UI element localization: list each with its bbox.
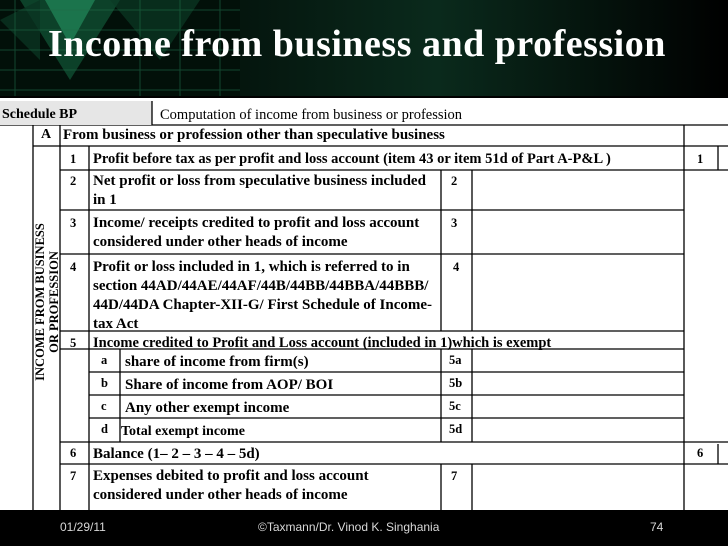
row-number: 4 xyxy=(70,260,77,274)
subrow-letter: d xyxy=(101,422,108,436)
slide-title: Income from business and profession xyxy=(48,23,666,65)
row-number: 1 xyxy=(70,152,77,166)
row-description: Income/ receipts credited to profit and loss account considered under other heads of income xyxy=(93,215,420,250)
row-description: Net profit or loss from speculative business included in 1 xyxy=(93,173,426,208)
subrow-code: 5d xyxy=(449,422,463,436)
row-description: Profit before tax as per profit and loss account (item 43 or item 51d of Part A-P&L ) xyxy=(93,151,611,167)
row-description: Income credited to Profit and Loss account (included in 1)which is exempt xyxy=(93,335,552,351)
slide-header xyxy=(0,0,728,96)
subrow-description: share of income from firm(s) xyxy=(125,354,309,370)
row-code: 6 xyxy=(697,446,704,460)
computation-heading: Computation of income from business or profession xyxy=(160,107,463,123)
section-letter: A xyxy=(41,127,52,142)
subrow-letter: a xyxy=(101,353,108,367)
row-number: 2 xyxy=(70,174,77,188)
row-code: 4 xyxy=(453,260,460,274)
subrow-letter: c xyxy=(101,399,107,413)
subrow-description: Total exempt income xyxy=(121,424,245,439)
schedule-label: Schedule BP xyxy=(2,107,78,122)
footer-page-number: 74 xyxy=(650,520,664,534)
row-number: 6 xyxy=(70,446,77,460)
section-title: From business or profession other than speculative business xyxy=(63,127,445,143)
subrow-code: 5b xyxy=(449,376,463,390)
row-code: 3 xyxy=(451,216,458,230)
row-number: 5 xyxy=(70,336,77,350)
row-code: 1 xyxy=(697,152,704,166)
subrow-code: 5a xyxy=(449,353,462,367)
row-description: Profit or loss included in 1, which is referred to in section 44AD/44AE/44AF/44B/44BB/44BBA/44BBB/ 44D/44DA Chapter-XII-G/ First Schedule of Income- tax Act xyxy=(93,259,433,332)
schedule-form xyxy=(0,98,728,510)
row-code: 7 xyxy=(451,469,458,483)
subrow-letter: b xyxy=(101,376,108,390)
footer-date: 01/29/11 xyxy=(60,520,106,534)
row-number: 3 xyxy=(70,216,77,230)
subrow-code: 5c xyxy=(449,399,461,413)
footer-credit: ©Taxmann/Dr. Vinod K. Singhania xyxy=(258,520,440,534)
subrow-description: Any other exempt income xyxy=(125,400,290,416)
row-description: Balance (1– 2 – 3 – 4 – 5d) xyxy=(93,446,260,462)
row-description: Expenses debited to profit and loss account considered under other heads of income xyxy=(93,468,369,503)
side-vertical-label: INCOME FROM BUSINESS OR PROFESSION xyxy=(33,223,61,381)
row-code: 2 xyxy=(451,174,458,188)
subrow-description: Share of income from AOP/ BOI xyxy=(125,377,334,393)
row-number: 7 xyxy=(70,469,77,483)
slide-footer xyxy=(0,510,728,546)
